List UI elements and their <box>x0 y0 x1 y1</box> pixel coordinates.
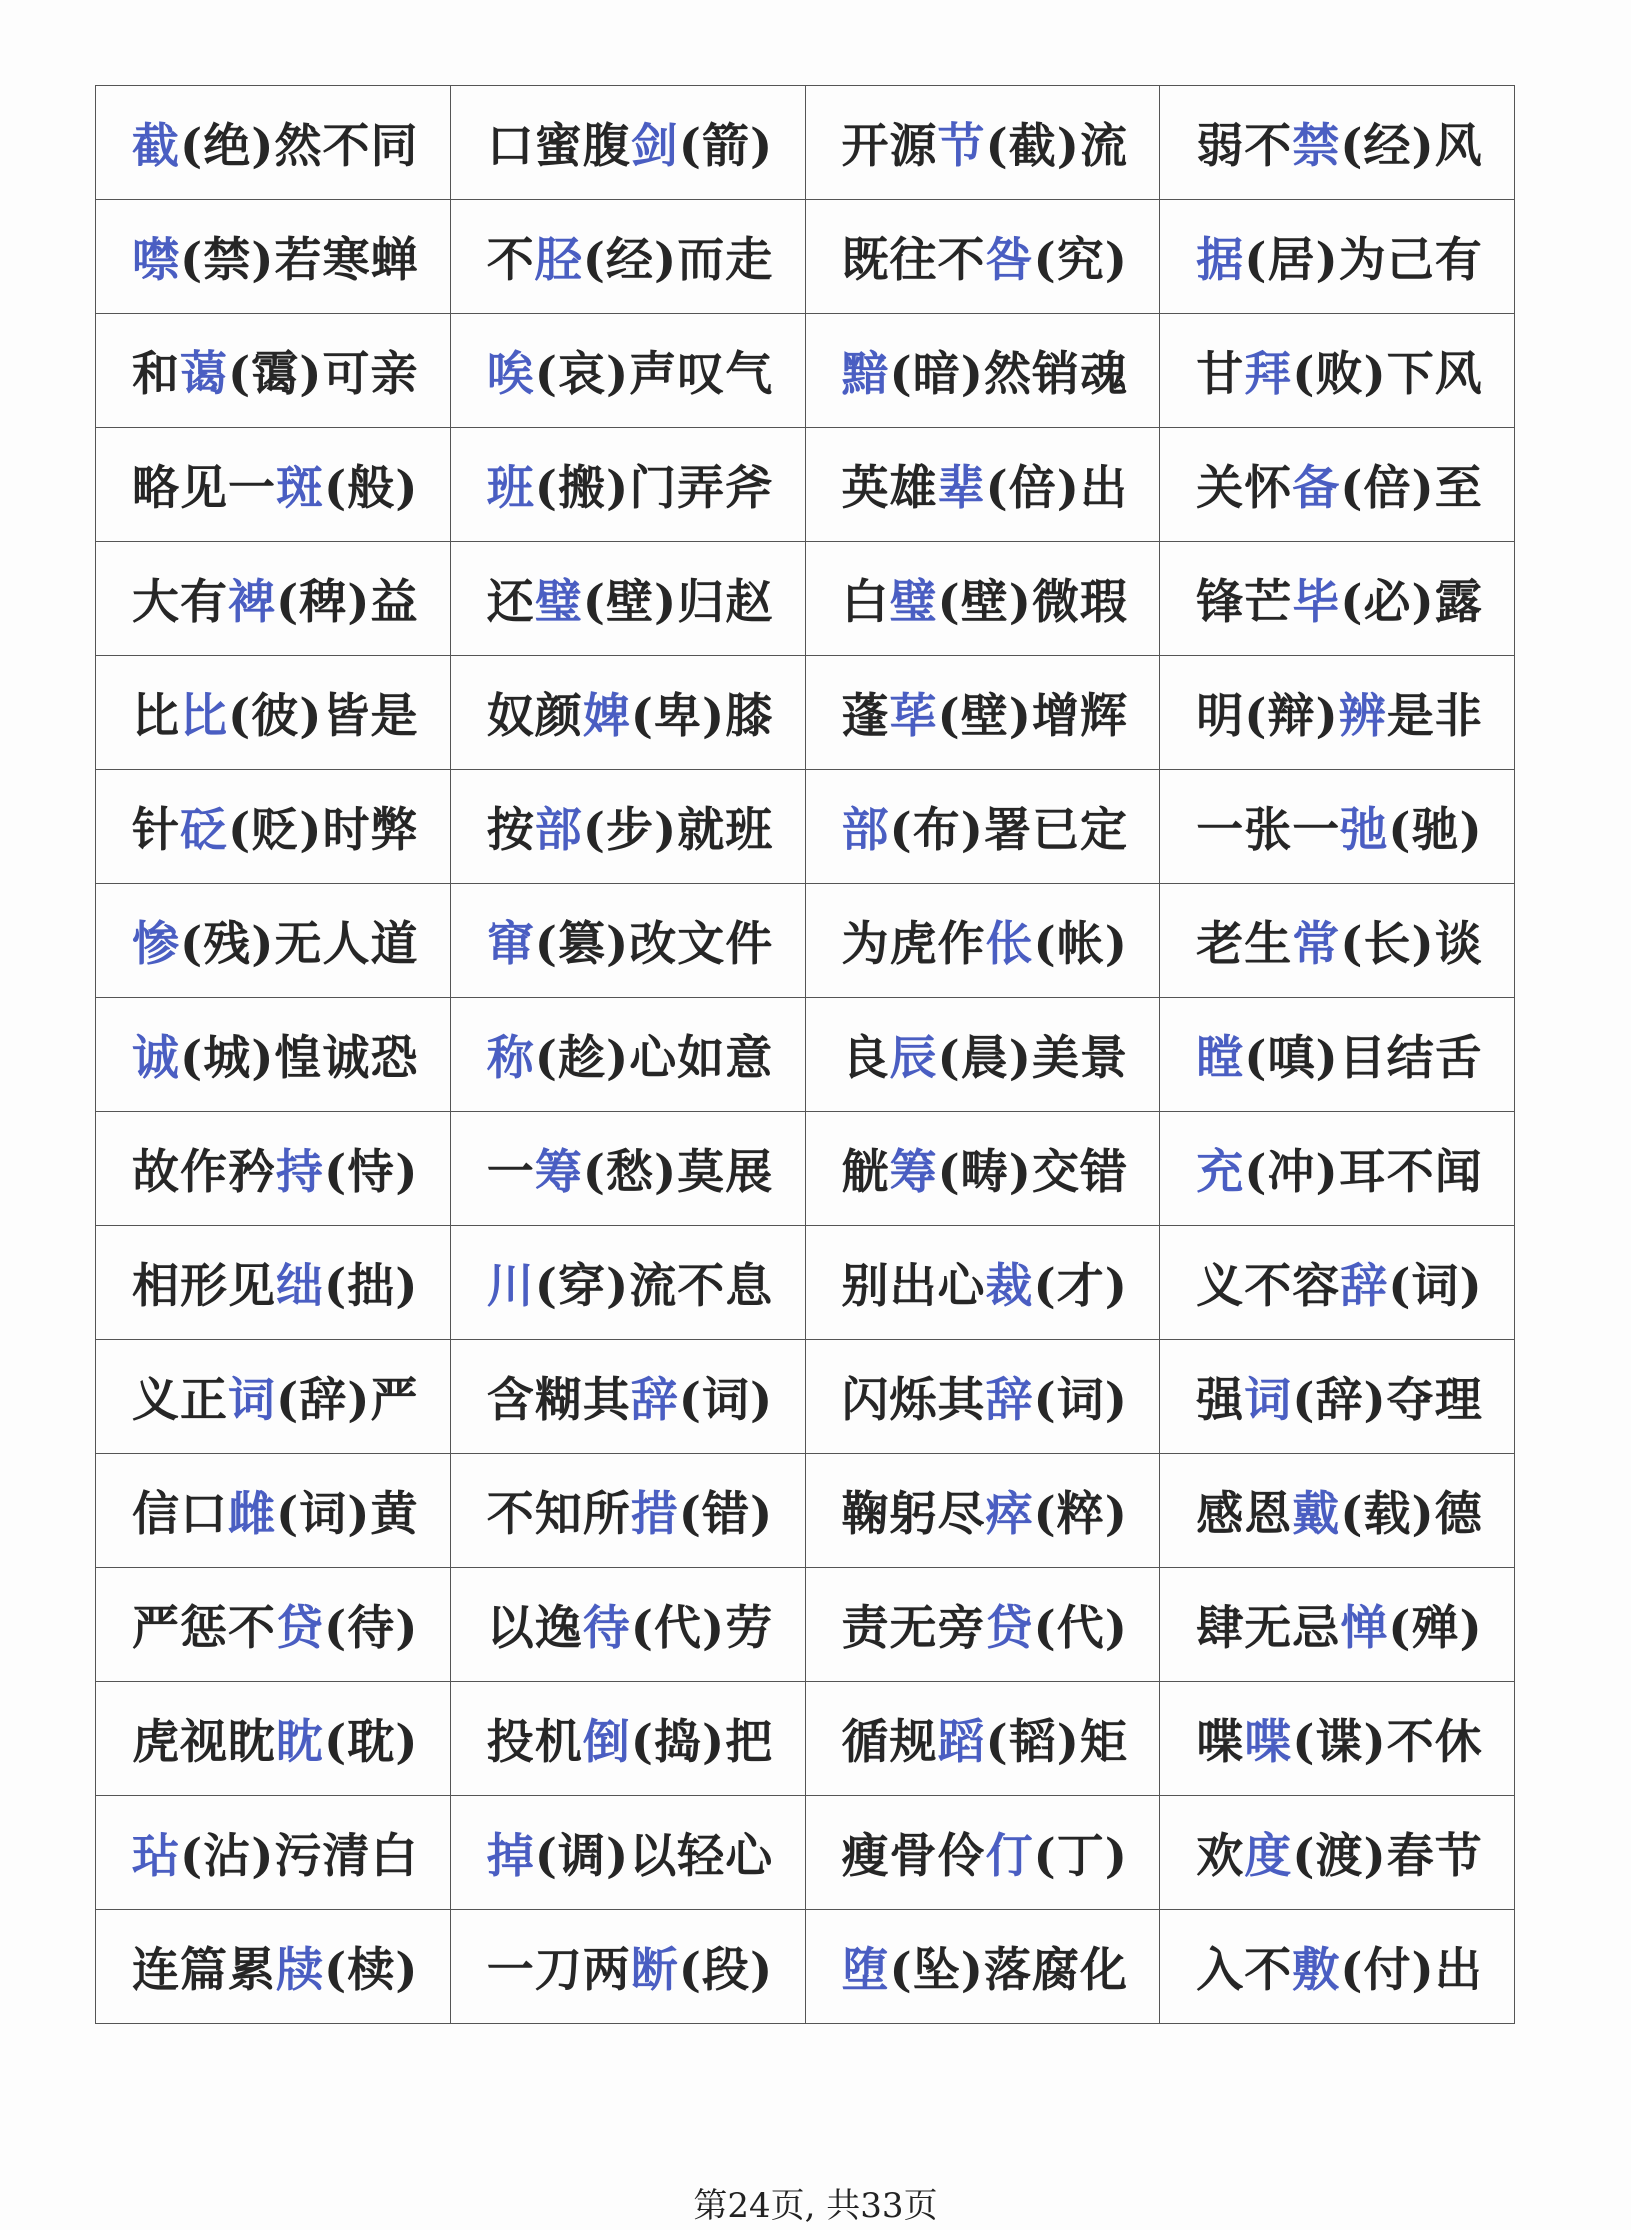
idiom-cell <box>96 1682 451 1796</box>
idiom-cell <box>1160 86 1515 200</box>
highlighted-character: 称 <box>486 1031 535 1086</box>
table-row <box>96 1568 1515 1682</box>
idiom-text: (丁) <box>1033 1829 1128 1884</box>
idiom-cell <box>450 428 805 542</box>
idiom-text: 弱不 <box>1196 119 1293 174</box>
idiom-cell <box>805 1682 1160 1796</box>
idiom-text: 强 <box>1196 1373 1245 1428</box>
table-row <box>96 428 1515 542</box>
idiom-cell <box>1160 1682 1515 1796</box>
idiom-text: (哀)声叹气 <box>534 347 774 402</box>
idiom-text: (代)劳 <box>630 1601 774 1656</box>
idiom-cell <box>805 1910 1160 2024</box>
highlighted-character: 绌 <box>276 1259 324 1314</box>
highlighted-character: 玷 <box>132 1829 180 1884</box>
highlighted-character: 备 <box>1292 461 1341 516</box>
highlighted-character: 筹 <box>889 1145 938 1200</box>
idiom-cell <box>1160 1112 1515 1226</box>
idiom-text: 义不容 <box>1196 1259 1341 1314</box>
idiom-table-body <box>96 86 1515 2024</box>
idiom-text: (穿)流不息 <box>534 1259 774 1314</box>
idiom-cell <box>450 656 805 770</box>
highlighted-character: 惮 <box>1340 1601 1389 1656</box>
idiom-text: (贬)时弊 <box>228 803 419 858</box>
idiom-cell <box>1160 1796 1515 1910</box>
idiom-text: 故作矜 <box>132 1145 276 1200</box>
highlighted-character: 裁 <box>985 1259 1034 1314</box>
highlighted-character: 咎 <box>985 233 1034 288</box>
table-row <box>96 1910 1515 2024</box>
idiom-text: 良 <box>841 1031 890 1086</box>
idiom-text: 蓬 <box>841 689 890 744</box>
idiom-text: 相形见 <box>132 1259 276 1314</box>
idiom-text: (捣)把 <box>630 1715 774 1770</box>
highlighted-character: 辞 <box>985 1373 1034 1428</box>
idiom-text: (辞)严 <box>276 1373 419 1428</box>
idiom-cell <box>805 200 1160 314</box>
idiom-cell <box>1160 428 1515 542</box>
highlighted-character: 掉 <box>486 1829 535 1884</box>
highlighted-character: 仃 <box>985 1829 1034 1884</box>
idiom-cell <box>1160 200 1515 314</box>
highlighted-character: 戴 <box>1292 1487 1341 1542</box>
highlighted-character: 弛 <box>1340 803 1389 858</box>
idiom-text: (载)德 <box>1340 1487 1483 1542</box>
idiom-text: (卑)膝 <box>630 689 774 744</box>
idiom-cell <box>1160 1226 1515 1340</box>
idiom-text: 按 <box>486 803 535 858</box>
idiom-text: (趁)心如意 <box>534 1031 774 1086</box>
idiom-text: (壁)微瑕 <box>937 575 1128 630</box>
idiom-cell <box>450 1226 805 1340</box>
idiom-text: (篡)改文件 <box>534 917 774 972</box>
idiom-text: (词)黄 <box>276 1487 419 1542</box>
idiom-cell <box>96 770 451 884</box>
highlighted-character: 砭 <box>180 803 228 858</box>
idiom-text: (谍)不休 <box>1292 1715 1483 1770</box>
idiom-text: 不 <box>486 233 535 288</box>
idiom-text: (代) <box>1033 1601 1128 1656</box>
idiom-text: (辞)夺理 <box>1292 1373 1483 1428</box>
idiom-cell <box>96 200 451 314</box>
idiom-text: 还 <box>486 575 535 630</box>
idiom-cell <box>1160 998 1515 1112</box>
idiom-text: (步)就班 <box>582 803 774 858</box>
idiom-text: 关怀 <box>1196 461 1293 516</box>
idiom-cell <box>96 314 451 428</box>
idiom-text: (必)露 <box>1340 575 1483 630</box>
idiom-text: (渡)春节 <box>1292 1829 1483 1884</box>
idiom-text: (段) <box>678 1943 774 1998</box>
highlighted-character: 节 <box>937 119 986 174</box>
highlighted-character: 蹈 <box>937 1715 986 1770</box>
highlighted-character: 截 <box>132 119 180 174</box>
idiom-text: (霭)可亲 <box>228 347 419 402</box>
idiom-text: 肆无忌 <box>1196 1601 1341 1656</box>
idiom-cell <box>96 542 451 656</box>
idiom-text: 喋 <box>1196 1715 1245 1770</box>
highlighted-character: 班 <box>486 461 535 516</box>
highlighted-character: 裨 <box>228 575 276 630</box>
idiom-text: (驰) <box>1388 803 1483 858</box>
idiom-cell <box>450 314 805 428</box>
idiom-text: (词) <box>1033 1373 1128 1428</box>
idiom-text: 入不 <box>1196 1943 1293 1998</box>
idiom-text: 大有 <box>132 575 228 630</box>
idiom-text: (搬)门弄斧 <box>534 461 774 516</box>
highlighted-character: 惨 <box>132 917 180 972</box>
idiom-text: (粹) <box>1033 1487 1128 1542</box>
highlighted-character: 辰 <box>889 1031 938 1086</box>
idiom-text: 白 <box>841 575 890 630</box>
idiom-text: (恃) <box>324 1145 419 1200</box>
table-row <box>96 200 1515 314</box>
idiom-text: 针 <box>132 803 180 858</box>
idiom-cell <box>96 1340 451 1454</box>
idiom-text: (词) <box>678 1373 774 1428</box>
idiom-text: (经)而走 <box>582 233 774 288</box>
idiom-text: 别出心 <box>841 1259 986 1314</box>
idiom-cell <box>805 1226 1160 1340</box>
highlighted-character: 贷 <box>276 1601 324 1656</box>
idiom-cell <box>96 1112 451 1226</box>
idiom-text: (布)署已定 <box>889 803 1128 858</box>
idiom-text: (才) <box>1033 1259 1128 1314</box>
idiom-cell <box>450 1796 805 1910</box>
highlighted-character: 持 <box>276 1145 324 1200</box>
idiom-text: 一刀两 <box>486 1943 631 1998</box>
idiom-text: 锋芒 <box>1196 575 1293 630</box>
idiom-text: (经)风 <box>1340 119 1483 174</box>
idiom-text: 觥 <box>841 1145 890 1200</box>
idiom-text: (付)出 <box>1340 1943 1483 1998</box>
idiom-text: (壁)增辉 <box>937 689 1128 744</box>
idiom-cell <box>1160 1910 1515 2024</box>
idiom-cell <box>96 656 451 770</box>
idiom-cell <box>450 1112 805 1226</box>
idiom-text: 英雄 <box>841 461 938 516</box>
idiom-cell <box>805 542 1160 656</box>
highlighted-character: 瘁 <box>985 1487 1034 1542</box>
idiom-text: 奴颜 <box>486 689 583 744</box>
idiom-text: (调)以轻心 <box>534 1829 774 1884</box>
highlighted-character: 词 <box>1244 1373 1293 1428</box>
idiom-cell <box>96 1454 451 1568</box>
highlighted-character: 瞠 <box>1196 1031 1245 1086</box>
idiom-text: (残)无人道 <box>180 917 419 972</box>
highlighted-character: 窜 <box>486 917 535 972</box>
idiom-text: (错) <box>678 1487 774 1542</box>
highlighted-character: 荜 <box>889 689 938 744</box>
idiom-text: 是非 <box>1386 689 1483 744</box>
highlighted-character: 堕 <box>841 1943 890 1998</box>
idiom-text: (愁)莫展 <box>582 1145 774 1200</box>
idiom-text: (殚) <box>1388 1601 1483 1656</box>
idiom-text: 不知所 <box>486 1487 631 1542</box>
table-row <box>96 86 1515 200</box>
idiom-text: 和 <box>132 347 180 402</box>
idiom-cell <box>805 1454 1160 1568</box>
idiom-text: (坠)落腐化 <box>889 1943 1128 1998</box>
highlighted-character: 璧 <box>889 575 938 630</box>
idiom-cell <box>1160 1340 1515 1454</box>
idiom-cell <box>450 1910 805 2024</box>
idiom-text: (究) <box>1033 233 1128 288</box>
table-row <box>96 1682 1515 1796</box>
idiom-text: 欢 <box>1196 1829 1245 1884</box>
highlighted-character: 断 <box>630 1943 679 1998</box>
idiom-cell <box>805 1796 1160 1910</box>
idiom-text: (败)下风 <box>1292 347 1483 402</box>
idiom-text: (倍)出 <box>985 461 1128 516</box>
table-row <box>96 1796 1515 1910</box>
idiom-cell <box>1160 1454 1515 1568</box>
idiom-cell <box>96 1226 451 1340</box>
highlighted-character: 措 <box>630 1487 679 1542</box>
table-row <box>96 770 1515 884</box>
highlighted-character: 喋 <box>1244 1715 1293 1770</box>
idiom-text: (词) <box>1388 1259 1483 1314</box>
idiom-text: (暗)然销魂 <box>889 347 1128 402</box>
highlighted-character: 部 <box>841 803 890 858</box>
highlighted-character: 倒 <box>582 1715 631 1770</box>
idiom-text: 既往不 <box>841 233 986 288</box>
table-row <box>96 1454 1515 1568</box>
idiom-cell <box>805 884 1160 998</box>
idiom-cell <box>96 86 451 200</box>
highlighted-character: 辨 <box>1338 689 1387 744</box>
highlighted-character: 黯 <box>841 347 890 402</box>
highlighted-character: 比 <box>180 689 228 744</box>
highlighted-character: 筹 <box>534 1145 583 1200</box>
page-number: 第24页, 共33页 <box>693 2186 938 2226</box>
idiom-text: (帐) <box>1033 917 1128 972</box>
idiom-text: (绝)然不同 <box>180 119 419 174</box>
highlighted-character: 唉 <box>486 347 535 402</box>
highlighted-character: 蔼 <box>180 347 228 402</box>
highlighted-character: 辈 <box>937 461 986 516</box>
idiom-text: (般) <box>324 461 419 516</box>
idiom-cell <box>805 1568 1160 1682</box>
idiom-text: (倍)至 <box>1340 461 1483 516</box>
idiom-text: 略见一 <box>132 461 276 516</box>
highlighted-character: 禁 <box>1292 119 1341 174</box>
highlighted-character: 度 <box>1244 1829 1293 1884</box>
idiom-text: 明(辩) <box>1196 689 1339 744</box>
idiom-text: (嗔)目结舌 <box>1244 1031 1483 1086</box>
idiom-cell <box>1160 1568 1515 1682</box>
highlighted-character: 胫 <box>534 233 583 288</box>
idiom-text: 一张一 <box>1196 803 1341 858</box>
idiom-text: 连篇累 <box>132 1943 276 1998</box>
idiom-cell <box>450 998 805 1112</box>
table-row <box>96 998 1515 1112</box>
highlighted-character: 伥 <box>985 917 1034 972</box>
idiom-cell <box>450 542 805 656</box>
idiom-table <box>95 85 1515 2024</box>
highlighted-character: 辞 <box>1340 1259 1389 1314</box>
idiom-cell <box>805 1112 1160 1226</box>
idiom-text: (截)流 <box>985 119 1128 174</box>
idiom-cell <box>96 428 451 542</box>
idiom-text: 口蜜腹 <box>486 119 631 174</box>
highlighted-character: 噤 <box>132 233 180 288</box>
idiom-text: (居)为己有 <box>1244 233 1483 288</box>
idiom-text: 老生 <box>1196 917 1293 972</box>
idiom-text: 为虎作 <box>841 917 986 972</box>
idiom-cell <box>805 1340 1160 1454</box>
highlighted-character: 据 <box>1196 233 1245 288</box>
idiom-text: (壁)归赵 <box>582 575 774 630</box>
highlighted-character: 诚 <box>132 1031 180 1086</box>
table-row <box>96 884 1515 998</box>
idiom-text: (长)谈 <box>1340 917 1483 972</box>
idiom-cell <box>805 86 1160 200</box>
idiom-text: 责无旁 <box>841 1601 986 1656</box>
idiom-cell <box>450 200 805 314</box>
idiom-cell <box>450 1568 805 1682</box>
idiom-text: 比 <box>132 689 180 744</box>
idiom-text: (耽) <box>324 1715 419 1770</box>
idiom-cell <box>96 1910 451 2024</box>
idiom-text: 一 <box>486 1145 535 1200</box>
idiom-text: (晨)美景 <box>937 1031 1128 1086</box>
table-row <box>96 314 1515 428</box>
table-row <box>96 542 1515 656</box>
idiom-text: 瘦骨伶 <box>841 1829 986 1884</box>
highlighted-character: 婢 <box>582 689 631 744</box>
highlighted-character: 充 <box>1196 1145 1245 1200</box>
idiom-cell <box>450 86 805 200</box>
idiom-cell <box>1160 770 1515 884</box>
idiom-text: (椟) <box>324 1943 419 1998</box>
idiom-cell <box>1160 656 1515 770</box>
idiom-text: 义正 <box>132 1373 228 1428</box>
highlighted-character: 眈 <box>276 1715 324 1770</box>
idiom-text: 信口 <box>132 1487 228 1542</box>
highlighted-character: 常 <box>1292 917 1341 972</box>
idiom-text: (禁)若寒蝉 <box>180 233 419 288</box>
idiom-text: 闪烁其 <box>841 1373 986 1428</box>
idiom-cell <box>805 998 1160 1112</box>
highlighted-character: 敷 <box>1292 1943 1341 1998</box>
table-row <box>96 1340 1515 1454</box>
idiom-cell <box>96 884 451 998</box>
idiom-cell <box>805 428 1160 542</box>
idiom-text: 感恩 <box>1196 1487 1293 1542</box>
idiom-text: 含糊其 <box>486 1373 631 1428</box>
highlighted-character: 雌 <box>228 1487 276 1542</box>
idiom-text: 以逸 <box>486 1601 583 1656</box>
idiom-text: (城)惶诚恐 <box>180 1031 419 1086</box>
idiom-text: 甘 <box>1196 347 1245 402</box>
highlighted-character: 贷 <box>985 1601 1034 1656</box>
highlighted-character: 璧 <box>534 575 583 630</box>
idiom-cell <box>1160 884 1515 998</box>
highlighted-character: 词 <box>228 1373 276 1428</box>
idiom-text: (韬)矩 <box>985 1715 1128 1770</box>
idiom-text: (稗)益 <box>276 575 419 630</box>
idiom-cell <box>450 1682 805 1796</box>
idiom-text: (彼)皆是 <box>228 689 419 744</box>
idiom-cell <box>805 314 1160 428</box>
idiom-text: 开源 <box>841 119 938 174</box>
table-row <box>96 1226 1515 1340</box>
highlighted-character: 毕 <box>1292 575 1341 630</box>
idiom-text: 严惩不 <box>132 1601 276 1656</box>
highlighted-character: 待 <box>582 1601 631 1656</box>
idiom-cell <box>805 770 1160 884</box>
highlighted-character: 牍 <box>276 1943 324 1998</box>
idiom-cell <box>1160 542 1515 656</box>
idiom-text: 虎视眈 <box>132 1715 276 1770</box>
idiom-text: (冲)耳不闻 <box>1244 1145 1483 1200</box>
idiom-text: 投机 <box>486 1715 583 1770</box>
idiom-text: (畴)交错 <box>937 1145 1128 1200</box>
idiom-cell <box>805 656 1160 770</box>
highlighted-character: 部 <box>534 803 583 858</box>
idiom-cell <box>450 770 805 884</box>
idiom-cell <box>96 1796 451 1910</box>
highlighted-character: 剑 <box>630 119 679 174</box>
idiom-cell <box>96 998 451 1112</box>
idiom-cell <box>96 1568 451 1682</box>
idiom-text: 循规 <box>841 1715 938 1770</box>
idiom-text: (箭) <box>678 119 774 174</box>
highlighted-character: 拜 <box>1244 347 1293 402</box>
idiom-text: (沾)污清白 <box>180 1829 419 1884</box>
highlighted-character: 川 <box>486 1259 535 1314</box>
idiom-text: (待) <box>324 1601 419 1656</box>
idiom-cell <box>450 1454 805 1568</box>
table-row <box>96 656 1515 770</box>
highlighted-character: 斑 <box>276 461 324 516</box>
table-row <box>96 1112 1515 1226</box>
idiom-cell <box>450 884 805 998</box>
idiom-text: (拙) <box>324 1259 419 1314</box>
highlighted-character: 辞 <box>630 1373 679 1428</box>
idiom-text: 鞠躬尽 <box>841 1487 986 1542</box>
idiom-cell <box>1160 314 1515 428</box>
idiom-cell <box>450 1340 805 1454</box>
